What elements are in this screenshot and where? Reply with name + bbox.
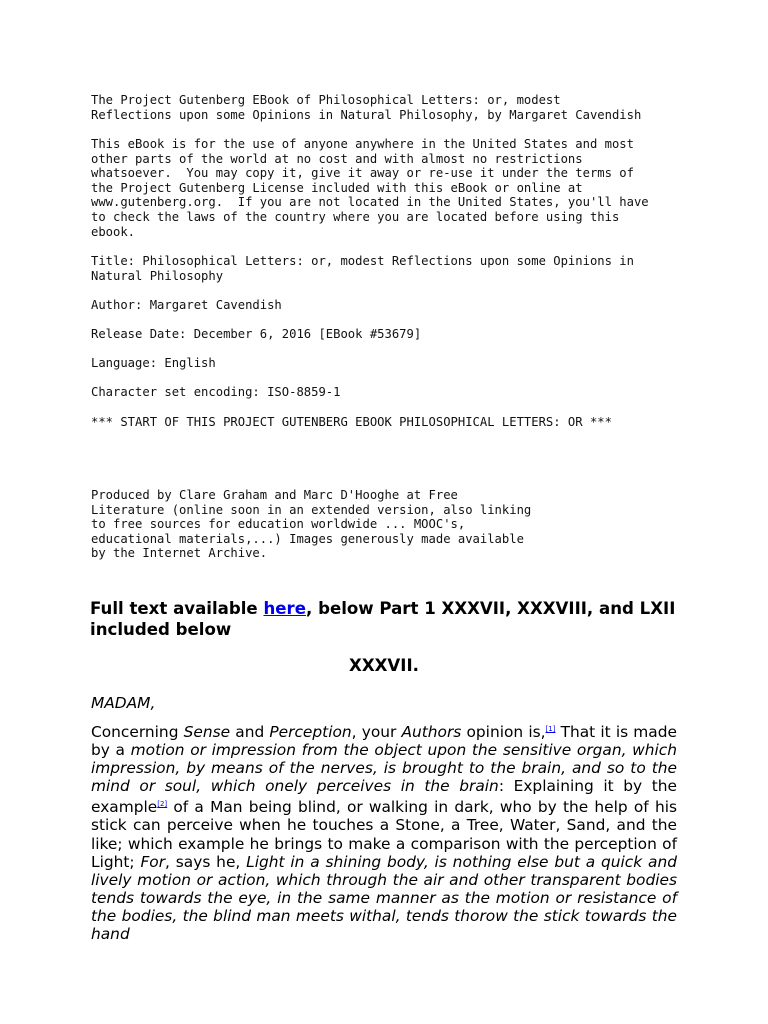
title-block (91, 254, 634, 283)
license-line: www.gutenberg.org. If you are not located in the United States, you'll have (91, 195, 649, 210)
license-line: whatsoever. You may copy it, give it away or re-use it under the terms of (91, 166, 634, 181)
license-line: to check the laws of the country where you are located before using this (91, 209, 620, 224)
italic-run: For (140, 852, 166, 871)
release-date-line: Release Date: December 6, 2016 [EBook #53679] (91, 327, 422, 341)
credits-line: educational materials,...) Images generously made available (91, 531, 524, 546)
header-line: Reflections upon some Opinions in Natural Philosophy, by Margaret Cavendish (91, 107, 642, 122)
license-block (91, 137, 649, 239)
credits-line: by the Internet Archive. (91, 546, 268, 561)
full-text-suffix: , below Part 1 XXXVII, XXXVIII, and LXII included below (90, 599, 676, 639)
text-run: : Explaining it by the example (91, 777, 678, 817)
text-run: Concerning (91, 723, 184, 741)
title-line: Title: Philosophical Letters: or, modest Reflections upon some Opinions in (91, 254, 634, 268)
credits-line: Produced by Clare Graham and Marc D'Hooghe at Free (91, 488, 458, 502)
header-line: The Project Gutenberg EBook of Philosophical Letters: or, modest (91, 93, 561, 107)
italic-run: Authors (401, 723, 462, 741)
salutation: MADAM, (91, 694, 156, 712)
text-run: of a Man being blind, or walking in dark, who by the help of his stick can perceive when he touches a Stone, a Tree, Water, Sand, and the like; which example he brings to make a comparison with the perception of Light; (91, 798, 677, 871)
body-paragraph (91, 720, 678, 944)
italic-run: Light in a shining body, is nothing else but a quick and lively motion or action, which through the air and other transparent bodies tends towards the eye, in the same manner as the motion or resistance of the bodies, the blind man meets withal, tends thorow the stick towards the hand (91, 852, 677, 944)
italic-run: motion or impression from the object upon the sensitive organ, which impression, by means of the nerves, is brought to the brain, and so to the mind or soul, which onely perceives in the brain (91, 741, 678, 796)
text-run: , your (351, 723, 402, 741)
header-block (91, 93, 641, 122)
license-line: This eBook is for the use of anyone anywhere in the United States and most (91, 137, 634, 151)
license-line: ebook. (91, 224, 136, 239)
author-line: Author: Margaret Cavendish (91, 298, 282, 312)
footnote-link-1[interactable]: [1] (545, 725, 556, 733)
text-run: That it is made by a (91, 723, 677, 760)
full-text-prefix: Full text available (90, 599, 264, 618)
credits-block (91, 488, 531, 561)
text-run: , says he, (165, 852, 247, 871)
italic-run: Sense (183, 723, 231, 741)
credits-line: to free sources for education worldwide ... MOOC's, (91, 517, 466, 532)
text-run: and (230, 723, 270, 741)
here-link[interactable]: here (263, 599, 306, 618)
italic-run: Perception (269, 723, 352, 741)
language-line: Language: English (91, 356, 216, 370)
title-line: Natural Philosophy (91, 268, 224, 283)
credits-line: Literature (online soon in an extended version, also linking (91, 502, 532, 517)
full-text-heading (90, 598, 690, 640)
charset-line: Character set encoding: ISO-8859-1 (91, 385, 341, 399)
license-line: the Project Gutenberg License included with this eBook or online at (91, 180, 583, 195)
license-line: other parts of the world at no cost and with almost no restrictions (91, 151, 583, 166)
text-run: opinion is, (461, 723, 546, 741)
start-marker-line: *** START OF THIS PROJECT GUTENBERG EBOOK PHILOSOPHICAL LETTERS: OR *** (91, 415, 612, 429)
chapter-heading: XXXVII. (349, 656, 419, 675)
footnote-link-2[interactable]: [2] (157, 800, 168, 809)
